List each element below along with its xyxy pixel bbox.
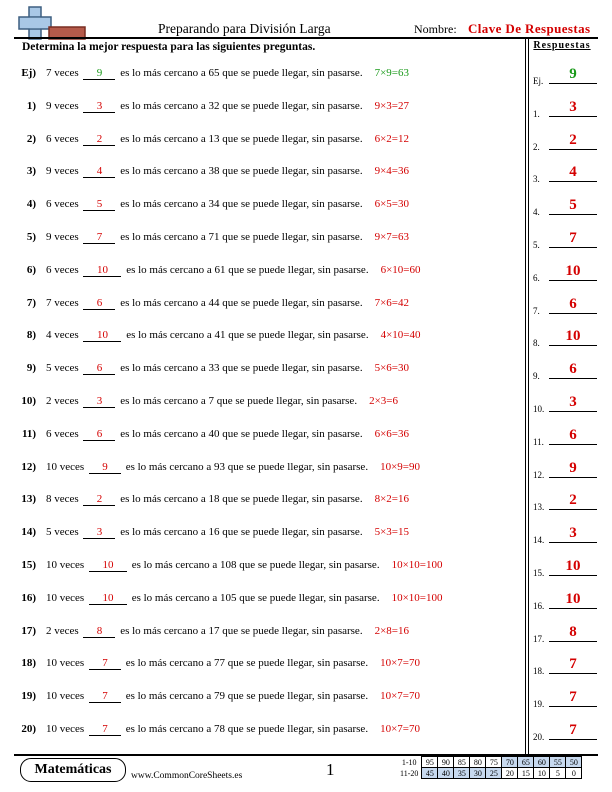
question-number: 7) <box>26 296 36 309</box>
answer-key-item <box>533 390 597 414</box>
answer-key-label: 5. <box>533 240 540 250</box>
question-text <box>46 297 409 310</box>
question-prompt: es lo más cercano a 93 que se puede llegar, sin pasarse. <box>125 460 369 473</box>
answer-key-value[interactable]: 2 <box>569 492 577 509</box>
answer-key-label: 1. <box>533 108 540 119</box>
answer-key-label: 4. <box>533 207 540 218</box>
question-factor: 5 veces <box>46 362 79 375</box>
question-text <box>46 329 421 342</box>
hint-equation: 10×10=100 <box>391 559 443 571</box>
question-text <box>46 493 409 506</box>
answer-key-value[interactable]: 3 <box>569 525 577 542</box>
score-cell: 80 <box>470 757 486 768</box>
answer-key-line <box>549 641 597 642</box>
question-factor: 9 veces <box>46 165 79 178</box>
answer-key-item <box>533 324 597 348</box>
question-row <box>0 428 525 446</box>
answer-blank[interactable]: 7 <box>89 723 121 736</box>
question-prompt: es lo más cercano a 71 que se puede llegar, sin pasarse. <box>120 231 363 243</box>
question-prompt: es lo más cercano a 41 que se puede llegar, sin pasarse. <box>126 329 369 342</box>
answer-key-item <box>533 587 597 611</box>
answer-key-value[interactable]: 9 <box>569 459 577 476</box>
answer-key-value[interactable]: 8 <box>569 623 577 640</box>
question-factor: 9 veces <box>46 99 79 112</box>
answer-key-item <box>533 292 597 316</box>
question-factor: 8 veces <box>46 493 79 506</box>
score-cell: 70 <box>502 757 518 768</box>
answer-key-item <box>533 62 597 86</box>
question-row <box>0 329 525 347</box>
answer-key-value[interactable]: 7 <box>569 689 577 706</box>
answer-key-label: Ej. <box>533 76 544 86</box>
answer-blank[interactable]: 3 <box>83 395 115 408</box>
page-number: 1 <box>326 760 335 779</box>
answer-key-item <box>533 620 597 644</box>
question-number: 17) <box>21 624 36 637</box>
question-factor: 6 veces <box>46 263 79 276</box>
question-prompt: es lo más cercano a 16 que se puede llegar, sin pasarse. <box>120 526 363 539</box>
answer-blank[interactable]: 10 <box>89 559 127 572</box>
answer-key-item <box>533 95 597 119</box>
hint-equation: 10×10=100 <box>391 591 443 604</box>
answer-blank[interactable]: 9 <box>89 461 121 474</box>
score-cell: 55 <box>550 757 566 768</box>
question-row <box>0 493 525 511</box>
question-number: 3) <box>26 165 36 178</box>
answer-key-value[interactable]: 3 <box>569 98 577 115</box>
question-number: 18) <box>21 657 36 670</box>
question-row <box>0 165 525 183</box>
question-row <box>0 100 525 118</box>
question-prompt: es lo más cercano a 13 que se puede llegar, sin pasarse. <box>120 132 363 145</box>
question-row <box>0 231 525 249</box>
score-row <box>398 768 582 779</box>
question-text <box>46 133 409 146</box>
answer-blank[interactable]: 7 <box>83 231 115 244</box>
answer-key-item <box>533 488 597 512</box>
question-text <box>46 231 409 244</box>
question-prompt: es lo más cercano a 33 que se puede llegar, sin pasarse. <box>120 362 363 375</box>
question-factor: 9 veces <box>46 231 79 243</box>
answer-blank[interactable]: 5 <box>83 198 115 211</box>
question-factor: 2 veces <box>46 395 79 407</box>
score-cell: 25 <box>486 768 502 779</box>
question-prompt: es lo más cercano a 17 que se puede llegar, sin pasarse. <box>120 624 363 637</box>
answer-blank[interactable]: 10 <box>83 264 121 277</box>
score-table <box>398 756 582 779</box>
hint-equation: 5×6=30 <box>374 362 409 375</box>
answer-key-label: 2. <box>533 141 540 152</box>
question-prompt: es lo más cercano a 38 que se puede llegar, sin pasarse. <box>120 165 363 178</box>
question-text <box>46 100 409 113</box>
name-label: Nombre: <box>414 22 457 36</box>
answer-key-label: 7. <box>533 305 540 316</box>
question-number: 14) <box>21 526 36 539</box>
answer-key-item <box>533 456 597 480</box>
answer-key-value[interactable]: 4 <box>569 164 577 181</box>
answer-key-value[interactable]: 5 <box>569 197 577 214</box>
answer-blank[interactable]: 3 <box>83 526 115 539</box>
question-factor: 6 veces <box>46 132 79 145</box>
answer-key-label: 10. <box>533 404 545 414</box>
question-text <box>46 526 409 539</box>
answer-key-value[interactable]: 6 <box>569 361 577 378</box>
answer-key-line <box>549 83 597 84</box>
answer-blank[interactable]: 2 <box>83 493 115 506</box>
answer-key-item <box>533 652 597 676</box>
question-factor: 2 veces <box>46 624 79 637</box>
answer-key-value[interactable]: 6 <box>569 426 577 443</box>
answer-blank[interactable]: 8 <box>83 625 115 638</box>
answer-key-value[interactable]: 7 <box>569 722 577 738</box>
answer-key-item <box>533 160 597 184</box>
instructions: Determina la mejor respuesta para las siguientes preguntas. <box>22 41 316 53</box>
question-number: 6) <box>26 263 36 276</box>
question-number: 8) <box>26 329 36 342</box>
question-text <box>46 395 398 408</box>
question-text <box>46 67 409 80</box>
question-factor: 7 veces <box>46 67 79 79</box>
answer-blank[interactable]: 10 <box>83 329 121 342</box>
hint-equation: 9×4=36 <box>374 165 409 178</box>
score-cell: 90 <box>438 757 454 768</box>
question-row <box>0 264 525 282</box>
answer-key-label: 8. <box>533 338 540 349</box>
question-prompt: es lo más cercano a 65 que se puede llegar, sin pasarse. <box>120 67 363 79</box>
question-text <box>46 592 443 605</box>
answer-key-label: 16. <box>533 600 545 611</box>
answer-key-label: 6. <box>533 272 540 283</box>
answer-key-line <box>549 378 597 379</box>
hint-equation: 5×3=15 <box>374 526 409 539</box>
question-number: 20) <box>21 723 36 735</box>
answer-key-label: 20. <box>533 732 545 742</box>
answer-column-divider <box>525 37 526 754</box>
question-number: Ej) <box>21 67 36 79</box>
answer-key-line <box>549 477 597 478</box>
question-number: 2) <box>26 132 36 145</box>
answer-blank[interactable]: 2 <box>83 133 115 146</box>
score-cell: 0 <box>566 768 582 779</box>
score-cell: 35 <box>454 768 470 779</box>
answer-key-value[interactable]: 9 <box>569 66 577 82</box>
question-number: 5) <box>26 231 36 243</box>
hint-equation: 10×7=70 <box>380 690 420 703</box>
question-row <box>0 690 525 708</box>
question-prompt: es lo más cercano a 44 que se puede llegar, sin pasarse. <box>120 296 363 309</box>
hint-equation: 2×8=16 <box>374 624 409 637</box>
question-prompt: es lo más cercano a 18 que se puede llegar, sin pasarse. <box>120 493 363 506</box>
question-text <box>46 362 409 375</box>
score-cell: 75 <box>486 757 502 768</box>
answer-key-value[interactable]: 10 <box>565 262 581 279</box>
question-row <box>0 362 525 380</box>
answer-blank[interactable]: 6 <box>83 428 115 441</box>
score-row-label: 1-10 <box>401 757 417 767</box>
answer-key-item <box>533 128 597 152</box>
question-text <box>46 690 420 703</box>
answer-key-label: 9. <box>533 371 540 382</box>
hint-equation: 6×10=60 <box>380 263 421 276</box>
answer-key-label: 14. <box>533 535 545 546</box>
question-factor: 10 veces <box>46 657 85 670</box>
answer-key-label: 19. <box>533 699 545 710</box>
question-prompt: es lo más cercano a 78 que se puede llegar, sin pasarse. <box>125 723 369 735</box>
question-number: 11) <box>21 427 36 440</box>
answer-key-line <box>549 444 597 445</box>
answer-key-label: 17. <box>533 633 545 644</box>
answer-key-value[interactable]: 2 <box>569 131 577 148</box>
answer-key-line <box>549 542 597 543</box>
question-factor: 5 veces <box>46 526 79 539</box>
answer-key-item <box>533 259 597 283</box>
answer-key-item <box>533 193 597 217</box>
question-text <box>46 264 421 277</box>
question-text <box>46 657 420 670</box>
hint-equation: 10×7=70 <box>380 723 420 735</box>
score-cell: 85 <box>454 757 470 768</box>
question-factor: 7 veces <box>46 296 79 309</box>
answer-key-line <box>549 214 597 215</box>
question-factor: 6 veces <box>46 427 79 440</box>
question-text <box>46 461 420 474</box>
website-label: www.CommonCoreSheets.es <box>131 771 243 781</box>
hint-equation: 7×6=42 <box>374 296 409 309</box>
answer-key-value[interactable]: 10 <box>565 328 581 345</box>
answer-blank[interactable]: 10 <box>89 592 127 605</box>
worksheet-title: Preparando para División Larga <box>158 21 331 36</box>
answer-key-label: 13. <box>533 502 545 513</box>
score-cell: 65 <box>518 757 534 768</box>
question-text <box>46 198 409 211</box>
answer-key-line <box>549 608 597 609</box>
question-prompt: es lo más cercano a 34 que se puede llegar, sin pasarse. <box>120 198 363 211</box>
answer-key-label: 12. <box>533 469 545 480</box>
answer-key-item <box>533 685 597 709</box>
question-factor: 4 veces <box>46 329 79 342</box>
question-text <box>46 625 409 638</box>
question-number: 10) <box>21 395 36 407</box>
score-cell: 60 <box>534 757 550 768</box>
answer-blank[interactable]: 7 <box>89 657 121 670</box>
question-factor: 10 veces <box>46 460 85 473</box>
question-row <box>0 395 525 413</box>
question-factor: 10 veces <box>46 690 85 703</box>
question-row <box>0 526 525 544</box>
answer-key-item <box>533 226 597 250</box>
answer-key-item <box>533 718 597 742</box>
plus-logo-icon <box>18 6 52 40</box>
answer-key-line <box>549 247 597 248</box>
answer-key-line <box>549 345 597 346</box>
question-number: 19) <box>21 690 36 703</box>
answer-blank[interactable]: 7 <box>89 690 121 703</box>
name-value: Clave De Respuestas <box>468 21 591 36</box>
question-prompt: es lo más cercano a 79 que se puede llegar, sin pasarse. <box>125 690 369 703</box>
question-number: 1) <box>26 99 36 112</box>
answer-key-label: 3. <box>533 174 540 185</box>
hint-equation: 2×3=6 <box>369 395 398 407</box>
answer-blank[interactable]: 6 <box>83 297 115 310</box>
question-text <box>46 165 409 178</box>
question-prompt: es lo más cercano a 40 que se puede llegar, sin pasarse. <box>120 427 363 440</box>
hint-equation: 10×9=90 <box>380 460 420 473</box>
question-text <box>46 723 420 736</box>
question-number: 15) <box>21 559 36 571</box>
answer-key-value[interactable]: 7 <box>569 230 577 246</box>
answer-key-line <box>549 280 597 281</box>
hint-equation: 10×7=70 <box>380 657 420 670</box>
answer-key-line <box>549 313 597 314</box>
hint-equation: 9×3=27 <box>374 99 409 112</box>
question-prompt: es lo más cercano a 7 que se puede llegar, sin pasarse. <box>120 395 358 407</box>
answer-blank[interactable]: 9 <box>83 67 115 80</box>
question-row <box>0 723 525 741</box>
question-row <box>0 625 525 643</box>
answer-key-line <box>549 149 597 150</box>
question-number: 13) <box>21 493 36 506</box>
question-row <box>0 592 525 610</box>
question-row <box>0 559 525 577</box>
question-row <box>0 461 525 479</box>
answer-key-line <box>549 116 597 117</box>
answer-key-line <box>549 509 597 510</box>
question-prompt: es lo más cercano a 32 que se puede llegar, sin pasarse. <box>120 99 363 112</box>
question-row <box>0 198 525 216</box>
answer-key-item <box>533 554 597 578</box>
question-number: 9) <box>26 362 36 375</box>
score-cell: 5 <box>550 768 566 779</box>
hint-equation: 9×7=63 <box>374 231 409 243</box>
answer-key-line <box>549 181 597 182</box>
answer-key-value[interactable]: 3 <box>569 394 577 410</box>
question-prompt: es lo más cercano a 105 que se puede llegar, sin pasarse. <box>131 591 380 604</box>
hint-equation: 4×10=40 <box>380 329 421 342</box>
answer-key-label: 15. <box>533 568 545 578</box>
hint-equation: 6×5=30 <box>374 198 409 211</box>
question-number: 12) <box>21 460 36 473</box>
question-prompt: es lo más cercano a 108 que se puede llegar, sin pasarse. <box>131 559 380 571</box>
answer-key-line <box>549 411 597 412</box>
answer-blank[interactable]: 4 <box>83 165 115 178</box>
answer-key-value[interactable]: 10 <box>565 590 581 607</box>
score-cell: 10 <box>534 768 550 779</box>
answer-blank[interactable]: 3 <box>83 100 115 113</box>
score-row-label: 11-20 <box>400 768 419 778</box>
question-text <box>46 428 409 441</box>
hint-equation: 8×2=16 <box>374 493 409 506</box>
question-text <box>46 559 443 572</box>
question-factor: 6 veces <box>46 198 79 211</box>
hint-equation: 6×6=36 <box>374 427 409 440</box>
score-cell: 30 <box>470 768 486 779</box>
subject-badge: Matemáticas <box>20 758 126 782</box>
answer-blank[interactable]: 6 <box>83 362 115 375</box>
answer-key-label: 18. <box>533 666 545 677</box>
score-cell: 45 <box>422 768 438 779</box>
question-number: 4) <box>26 198 36 211</box>
question-prompt: es lo más cercano a 61 que se puede llegar, sin pasarse. <box>126 263 369 276</box>
answer-key-line <box>549 673 597 674</box>
answer-key-item <box>533 357 597 381</box>
answer-key-line <box>549 739 597 740</box>
hint-equation: 6×2=12 <box>374 132 409 145</box>
answer-key-value[interactable]: 10 <box>565 558 581 574</box>
score-cell: 20 <box>502 768 518 779</box>
header-rule <box>14 37 598 39</box>
answer-key-item <box>533 423 597 447</box>
question-row <box>0 657 525 675</box>
question-row <box>0 297 525 315</box>
answer-key-line <box>549 575 597 576</box>
score-cell: 95 <box>422 757 438 768</box>
answer-key-item <box>533 521 597 545</box>
answer-key-value[interactable]: 7 <box>569 656 577 673</box>
question-number: 16) <box>21 591 36 604</box>
hint-equation: 7×9=63 <box>374 67 409 79</box>
example-question <box>0 67 525 85</box>
question-prompt: es lo más cercano a 77 que se puede llegar, sin pasarse. <box>125 657 369 670</box>
score-cell: 40 <box>438 768 454 779</box>
question-factor: 10 veces <box>46 591 85 604</box>
question-row <box>0 133 525 151</box>
answers-header: Respuestas <box>533 40 591 51</box>
score-row <box>398 757 582 768</box>
answer-key-value[interactable]: 6 <box>569 295 577 312</box>
question-factor: 10 veces <box>46 559 85 571</box>
answer-key-line <box>549 706 597 707</box>
score-cell: 15 <box>518 768 534 779</box>
answer-key-label: 11. <box>533 436 544 447</box>
answer-column-divider-inner <box>528 37 529 754</box>
score-cell: 50 <box>566 757 582 768</box>
question-factor: 10 veces <box>46 723 85 735</box>
